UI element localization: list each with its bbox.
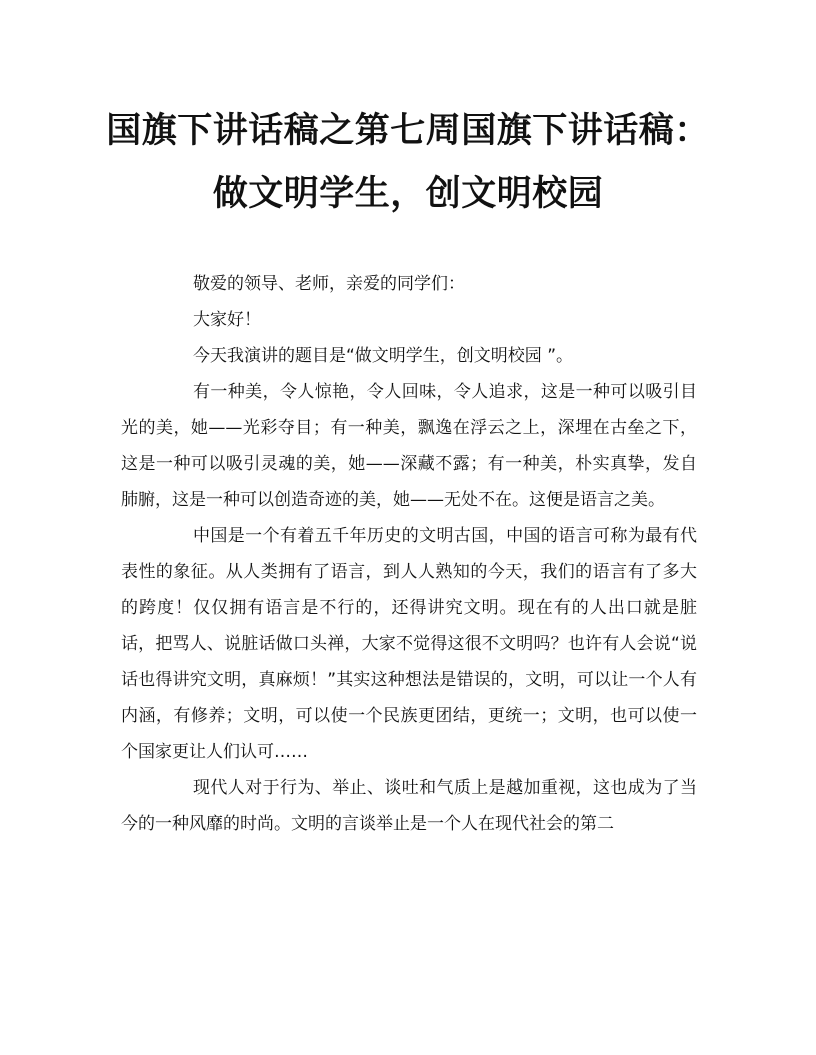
document-title-line-2: 做文明学生，创文明校园: [212, 173, 604, 214]
paragraph-beauty-of-language: 有一种美，令人惊艳，令人回味，令人追求，这是一种可以吸引目光的美，她——光彩夺目；有一种美，飘逸在浮云之上，深埋在古垒之下，这是一种可以吸引灵魂的美，她——深藏不露；有一种美，朴实真挚，发自肺腑，这是一种可以创造奇迹的美，她——无处不在。这便是语言之美。: [121, 382, 697, 510]
document-body: [121, 266, 697, 842]
paragraph-topic: 今天我演讲的题目是“做文明学生，创文明校园 ”。: [193, 346, 574, 366]
paragraph-modern-manners: 现代人对于行为、举止、谈吐和气质上是越加重视，这也成为了当今的一种风靡的时尚。文明的言谈举止是一个人在现代社会的第二: [121, 778, 697, 834]
paragraph-greeting: 大家好！: [193, 310, 261, 330]
paragraph-civilized-language: 中国是一个有着五千年历史的文明古国，中国的语言可称为最有代表性的象征。从人类拥有了语言，到人人熟知的今天，我们的语言有了多大的跨度！仅仅拥有语言是不行的，还得讲究文明。现在有的人出口就是脏话，把骂人、说脏话做口头禅，大家不觉得这很不文明吗？也许有人会说“说话也得讲究文明，真麻烦！”其实这种想法是错误的，文明，可以让一个人有内涵，有修养；文明，可以使一个民族更团结，更统一；文明，也可以使一个国家更让人们认可……: [121, 526, 697, 762]
paragraph-salutation: 敬爱的领导、老师，亲爱的同学们：: [193, 274, 465, 294]
document-title-line-1: 国旗下讲话稿之第七周国旗下讲话稿：: [106, 110, 710, 151]
